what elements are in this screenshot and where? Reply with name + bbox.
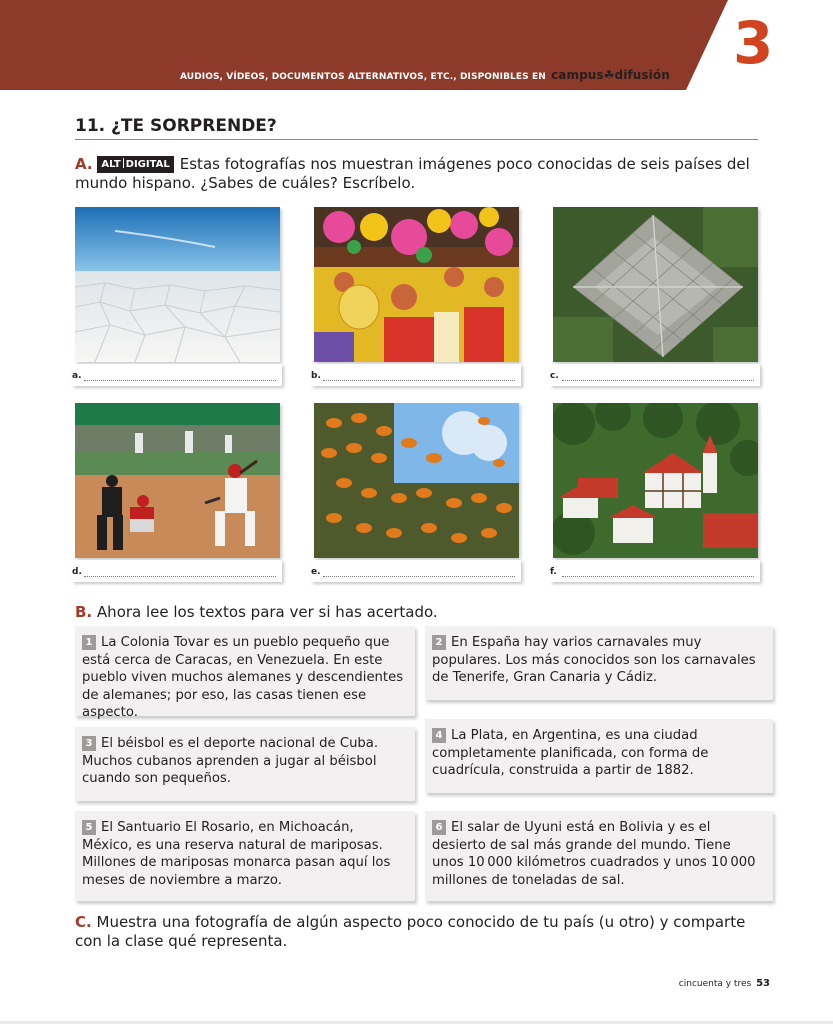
- photo-d: [75, 403, 280, 558]
- part-c-text: Muestra una fotografía de algún aspecto poco conocido de tu país (u otro) y comparte con la clase qué representa.: [75, 913, 746, 950]
- text-card-3: [75, 727, 415, 801]
- part-a-instruction: [75, 155, 765, 193]
- card-number-2: 2: [432, 635, 446, 650]
- answer-field-e[interactable]: [311, 560, 521, 582]
- photo-b: [314, 207, 519, 362]
- card-number-1: 1: [82, 635, 96, 650]
- answer-field-c[interactable]: [550, 364, 760, 386]
- page-number-words: cincuenta y tres: [678, 979, 752, 989]
- photo-f: [553, 403, 758, 558]
- answer-label-e: e.: [311, 567, 321, 577]
- exercise-title: 11. ¿TE SORPRENDE?: [75, 116, 277, 136]
- card-text-6: El salar de Uyuni está en Bolivia y es el desierto de sal más grande del mundo. Tiene unos 10 000 kilómetros cuadrados y unos 10 000 millones de toneladas de sal.: [432, 820, 756, 888]
- aerial-city-photo: [553, 207, 758, 362]
- carnival-photo: [314, 207, 519, 362]
- badge-alt: ALT: [101, 159, 121, 170]
- text-card-1: [75, 626, 415, 720]
- card-text-3: El béisbol es el deporte nacional de Cuba. Muchos cubanos aprenden a jugar al béisbol cuando son pequeños.: [82, 736, 379, 786]
- page-number: 53: [756, 978, 770, 989]
- answer-field-d[interactable]: [72, 560, 282, 582]
- salt-flat-photo: [75, 207, 280, 362]
- answer-label-f: f.: [550, 567, 557, 577]
- card-text-5: El Santuario El Rosario, en Michoacán, México, es una reserva natural de mariposas. Millones de mariposas monarca pasan aquí los meses de noviembre a marzo.: [82, 820, 391, 888]
- part-c-instruction: [75, 913, 765, 951]
- card-number-4: 4: [432, 728, 446, 743]
- text-card-5: [75, 811, 415, 901]
- photo-e: [314, 403, 519, 558]
- card-number-3: 3: [82, 736, 96, 751]
- badge-digital: DIGITAL: [125, 159, 170, 170]
- brand-logo[interactable]: campus☘difusión: [551, 68, 670, 82]
- answer-field-b[interactable]: [311, 364, 521, 386]
- answer-label-a: a.: [72, 371, 82, 381]
- header-banner-text: [180, 68, 670, 82]
- unit-number: 3: [733, 9, 774, 77]
- text-card-2: [425, 626, 773, 700]
- banner-text: AUDIOS, VÍDEOS, DOCUMENTOS ALTERNATIVOS, ETC., DISPONIBLES EN: [180, 72, 546, 82]
- part-a-text: Estas fotografías nos muestran imágenes poco conocidas de seis países del mundo hispano. ¿Sabes de cuáles? Escríbelo.: [75, 155, 750, 192]
- header-band: [0, 0, 833, 90]
- card-text-2: En España hay varios carnavales muy populares. Los más conocidos son los carnavales de Tenerife, Gran Canaria y Cádiz.: [432, 635, 756, 685]
- part-a-letter: A.: [75, 155, 93, 173]
- part-b-letter: B.: [75, 603, 93, 621]
- baseball-photo: [75, 403, 280, 558]
- answer-label-b: b.: [311, 371, 321, 381]
- photo-c: [553, 207, 758, 362]
- card-text-4: La Plata, en Argentina, es una ciudad completamente planificada, con forma de cuadrícula, construida a partir de 1882.: [432, 728, 709, 778]
- page-footer: [679, 978, 770, 989]
- card-number-5: 5: [82, 820, 96, 835]
- text-card-6: [425, 811, 773, 901]
- card-text-1: La Colonia Tovar es un pueblo pequeño que está cerca de Caracas, en Venezuela. En este pueblo viven muchos alemanes y descendientes de alemanes; por eso, las casas tienen ese aspecto.: [82, 635, 404, 720]
- alt-digital-badge[interactable]: [97, 156, 173, 173]
- text-card-4: [425, 719, 773, 793]
- answer-field-a[interactable]: [72, 364, 282, 386]
- answer-label-d: d.: [72, 567, 82, 577]
- card-number-6: 6: [432, 820, 446, 835]
- answer-field-f[interactable]: [550, 560, 760, 582]
- part-c-letter: C.: [75, 913, 92, 931]
- village-photo: [553, 403, 758, 558]
- answer-label-c: c.: [550, 371, 559, 381]
- title-divider: [75, 139, 758, 140]
- part-b-text: Ahora lee los textos para ver si has acertado.: [96, 603, 438, 621]
- butterflies-photo: [314, 403, 519, 558]
- part-b-instruction: [75, 603, 438, 621]
- photo-a: [75, 207, 280, 362]
